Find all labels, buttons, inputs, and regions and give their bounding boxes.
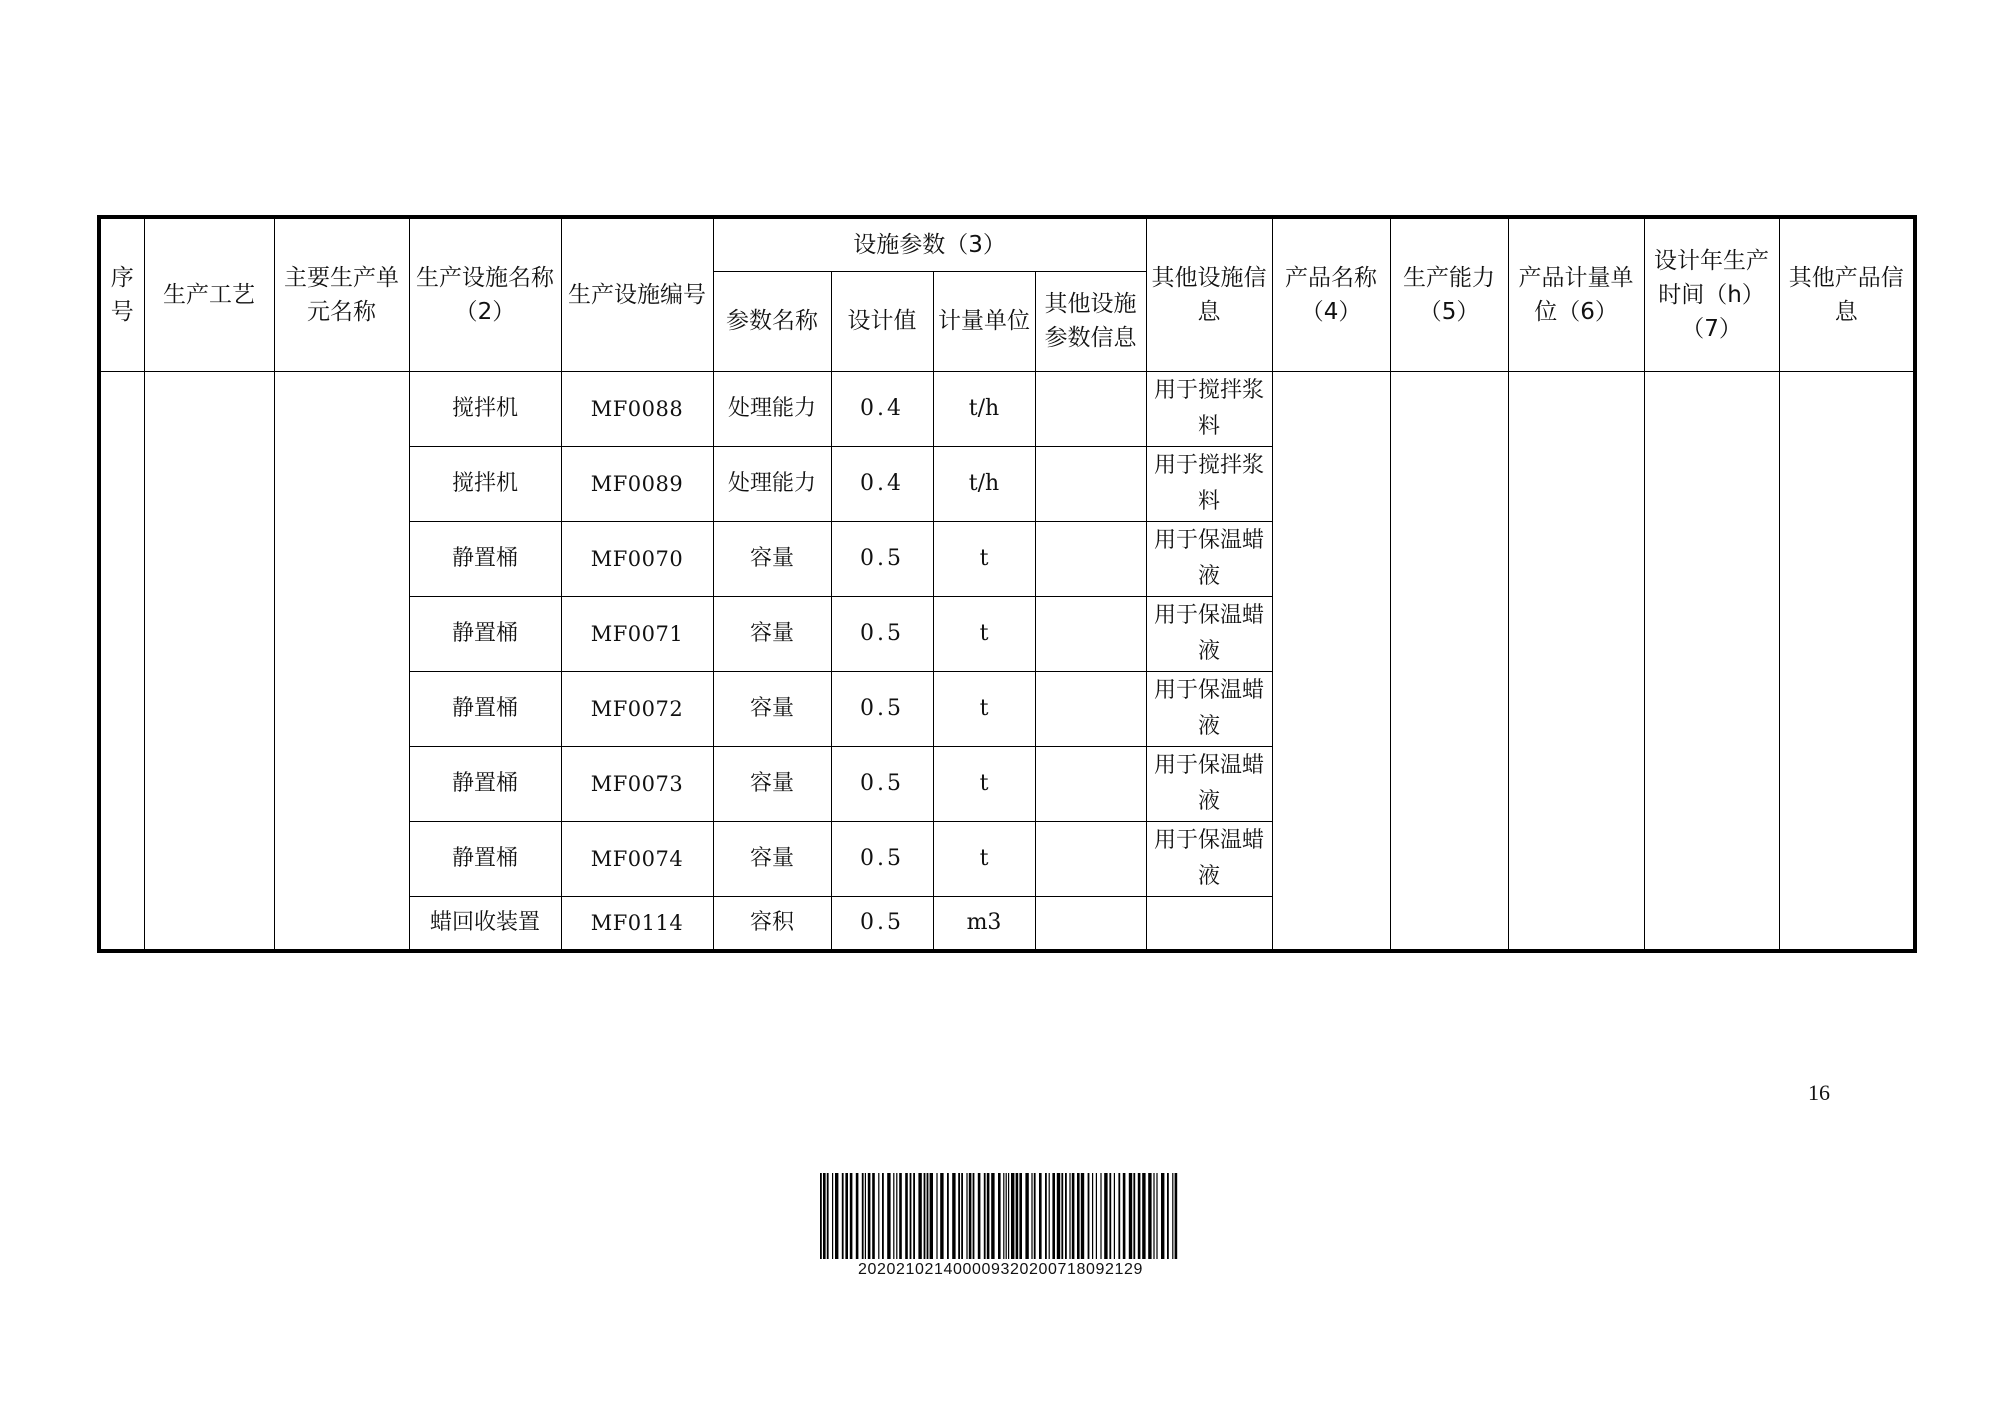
barcode-bar [865, 1173, 866, 1259]
barcode-bar [842, 1173, 844, 1259]
barcode-bar [899, 1173, 902, 1259]
cell-process-merged [144, 371, 274, 951]
cell-other-facility-info: 用于保温蜡液 [1146, 821, 1272, 896]
cell-design-value: 0.4 [831, 446, 933, 521]
barcode-bar [1175, 1173, 1178, 1259]
cell-measure-unit: t [933, 521, 1035, 596]
barcode-bar [832, 1173, 833, 1259]
cell-other-params [1035, 671, 1146, 746]
barcode-bar [872, 1173, 875, 1259]
barcode-bar [1138, 1173, 1141, 1259]
barcode-bar [1034, 1173, 1036, 1259]
barcode-bar [973, 1173, 975, 1259]
facility-parameter-table [97, 215, 1917, 953]
barcode-bar [927, 1173, 929, 1259]
header-design-value: 设计值 [831, 271, 933, 371]
barcode-bar [1133, 1173, 1135, 1259]
barcode-bar [1172, 1173, 1173, 1259]
cell-facility-name: 静置桶 [409, 596, 561, 671]
table-header [99, 217, 1915, 371]
cell-facility-code: MF0072 [561, 671, 713, 746]
cell-facility-code: MF0088 [561, 371, 713, 446]
barcode-bar [1016, 1173, 1019, 1259]
cell-design-value: 0.5 [831, 746, 933, 821]
barcode-bar [1039, 1173, 1042, 1259]
barcode-bar [910, 1173, 912, 1259]
barcode-bar [1019, 1173, 1022, 1259]
header-other-product-info: 其他产品信息 [1779, 217, 1915, 371]
header-facility-name: 生产设施名称（2） [409, 217, 561, 371]
cell-facility-name: 静置桶 [409, 746, 561, 821]
barcode-bar [940, 1173, 943, 1259]
barcode-bar [1161, 1173, 1164, 1259]
barcode-bar [1003, 1173, 1004, 1259]
barcode-bar [1092, 1173, 1093, 1259]
cell-other-facility-info [1146, 896, 1272, 951]
cell-design-value: 0.5 [831, 896, 933, 951]
barcode-bar [1153, 1173, 1154, 1259]
cell-param-name: 处理能力 [713, 446, 831, 521]
header-seq: 序号 [99, 217, 144, 371]
cell-param-name: 容积 [713, 896, 831, 951]
barcode-bar [987, 1173, 990, 1259]
barcode-bar [1006, 1173, 1007, 1259]
header-product-name: 产品名称（4） [1272, 217, 1390, 371]
cell-measure-unit: t/h [933, 371, 1035, 446]
barcode-bar [1069, 1173, 1070, 1259]
table-row [99, 371, 1915, 446]
barcode-bar [966, 1173, 967, 1259]
cell-param-name: 容量 [713, 821, 831, 896]
cell-design-value: 0.5 [831, 671, 933, 746]
barcode-bar [1061, 1173, 1063, 1259]
barcode-bar [827, 1173, 829, 1259]
header-main-unit: 主要生产单元名称 [274, 217, 409, 371]
barcode-bar [896, 1173, 897, 1259]
barcode-bar [882, 1173, 884, 1259]
barcode-bar [1008, 1173, 1009, 1259]
header-measure-unit: 计量单位 [933, 271, 1035, 371]
header-row-top [99, 217, 1915, 271]
barcode-bar [1114, 1173, 1115, 1259]
header-param-name: 参数名称 [713, 271, 831, 371]
cell-facility-code: MF0089 [561, 446, 713, 521]
barcode-bar [1057, 1173, 1060, 1259]
cell-other-facility-info: 用于搅拌浆料 [1146, 446, 1272, 521]
barcode-bar [820, 1173, 822, 1259]
cell-main-unit-merged [274, 371, 409, 951]
barcode-bar [1142, 1173, 1145, 1259]
barcode-bar [913, 1173, 915, 1259]
cell-other-params [1035, 446, 1146, 521]
barcode-bar [978, 1173, 981, 1259]
barcode-bar [835, 1173, 838, 1259]
barcode-bar [1025, 1173, 1028, 1259]
barcode-bar [969, 1173, 972, 1259]
table-body [99, 371, 1915, 951]
cell-facility-name: 静置桶 [409, 521, 561, 596]
header-other-params: 其他设施参数信息 [1035, 271, 1146, 371]
barcode-bar [1156, 1173, 1157, 1259]
cell-other-facility-info: 用于保温蜡液 [1146, 746, 1272, 821]
barcode-bar [1088, 1173, 1090, 1259]
barcode-bar [924, 1173, 926, 1259]
cell-other-params [1035, 896, 1146, 951]
barcode-bar [1077, 1173, 1080, 1259]
barcode-bar [1123, 1173, 1126, 1259]
page-number: 16 [1808, 1080, 1830, 1105]
cell-param-name: 容量 [713, 671, 831, 746]
barcode-bar [961, 1173, 963, 1259]
cell-other-params [1035, 596, 1146, 671]
barcode-bar [1096, 1173, 1097, 1259]
cell-design-value: 0.5 [831, 521, 933, 596]
barcode-bar [893, 1173, 894, 1259]
barcode-bar [1045, 1173, 1047, 1259]
cell-other-params [1035, 521, 1146, 596]
barcode-bar [1118, 1173, 1120, 1259]
cell-other-params [1035, 821, 1146, 896]
cell-param-name: 容量 [713, 746, 831, 821]
barcode-bar [905, 1173, 908, 1259]
barcode-bar [1031, 1173, 1032, 1259]
barcode-bar [1081, 1173, 1084, 1259]
header-capacity: 生产能力（5） [1390, 217, 1508, 371]
barcode-bar [1049, 1173, 1050, 1259]
cell-measure-unit: t [933, 596, 1035, 671]
cell-measure-unit: m3 [933, 896, 1035, 951]
barcode-bar [991, 1173, 994, 1259]
cell-facility-name: 搅拌机 [409, 371, 561, 446]
cell-design-value: 0.5 [831, 821, 933, 896]
cell-facility-code: MF0070 [561, 521, 713, 596]
barcode-bar [1065, 1173, 1067, 1259]
barcode-bar [1129, 1173, 1132, 1259]
barcode-bar [845, 1173, 848, 1259]
barcode-bar [918, 1173, 921, 1259]
header-facility-params-group: 设施参数（3） [713, 217, 1146, 271]
cell-product-unit-merged [1508, 371, 1644, 951]
cell-facility-name: 蜡回收装置 [409, 896, 561, 951]
barcode-bar [823, 1173, 826, 1259]
barcode-bar [1100, 1173, 1101, 1259]
header-process: 生产工艺 [144, 217, 274, 371]
header-design-time: 设计年生产时间（h）（7） [1644, 217, 1779, 371]
cell-seq-merged [99, 371, 144, 951]
cell-measure-unit: t [933, 746, 1035, 821]
cell-measure-unit: t [933, 671, 1035, 746]
cell-other-facility-info: 用于保温蜡液 [1146, 521, 1272, 596]
cell-other-params [1035, 746, 1146, 821]
barcode-bar [952, 1173, 955, 1259]
header-facility-code: 生产设施编号 [561, 217, 713, 371]
barcode-bar [1109, 1173, 1111, 1259]
barcode-bar [862, 1173, 864, 1259]
cell-other-product-info-merged [1779, 371, 1915, 951]
barcode-bar [1011, 1173, 1014, 1259]
cell-other-facility-info: 用于保温蜡液 [1146, 671, 1272, 746]
cell-design-value: 0.4 [831, 371, 933, 446]
cell-other-facility-info: 用于搅拌浆料 [1146, 371, 1272, 446]
barcode-bar [1167, 1173, 1169, 1259]
barcode-bar [936, 1173, 937, 1259]
cell-measure-unit: t [933, 821, 1035, 896]
cell-facility-code: MF0074 [561, 821, 713, 896]
barcode-bar [850, 1173, 853, 1259]
cell-facility-code: MF0114 [561, 896, 713, 951]
cell-facility-code: MF0071 [561, 596, 713, 671]
barcode-bar [856, 1173, 859, 1259]
barcode-bar [887, 1173, 890, 1259]
cell-product-name-merged [1272, 371, 1390, 951]
cell-measure-unit: t/h [933, 446, 1035, 521]
barcode-bar [958, 1173, 960, 1259]
barcode-bar [930, 1173, 933, 1259]
barcode-bar [868, 1173, 871, 1259]
barcode [818, 1173, 1183, 1283]
cell-other-params [1035, 371, 1146, 446]
barcode-bar [1072, 1173, 1075, 1259]
cell-other-facility-info: 用于保温蜡液 [1146, 596, 1272, 671]
header-product-unit: 产品计量单位（6） [1508, 217, 1644, 371]
barcode-bar [878, 1173, 879, 1259]
cell-design-value: 0.5 [831, 596, 933, 671]
cell-facility-name: 静置桶 [409, 671, 561, 746]
header-other-facility-info: 其他设施信息 [1146, 217, 1272, 371]
barcode-number: 202021021400009320200718092129 [858, 1261, 1143, 1278]
cell-design-time-merged [1644, 371, 1779, 951]
cell-facility-name: 静置桶 [409, 821, 561, 896]
barcode-bar [1052, 1173, 1055, 1259]
barcode-bar [998, 1173, 1001, 1259]
barcode-image [818, 1173, 1183, 1259]
barcode-bar [947, 1173, 949, 1259]
cell-capacity-merged [1390, 371, 1508, 951]
cell-facility-code: MF0073 [561, 746, 713, 821]
cell-param-name: 容量 [713, 521, 831, 596]
barcode-bar [1148, 1173, 1151, 1259]
cell-param-name: 容量 [713, 596, 831, 671]
barcode-bar [1104, 1173, 1107, 1259]
cell-param-name: 处理能力 [713, 371, 831, 446]
cell-facility-name: 搅拌机 [409, 446, 561, 521]
barcode-bar [984, 1173, 986, 1259]
